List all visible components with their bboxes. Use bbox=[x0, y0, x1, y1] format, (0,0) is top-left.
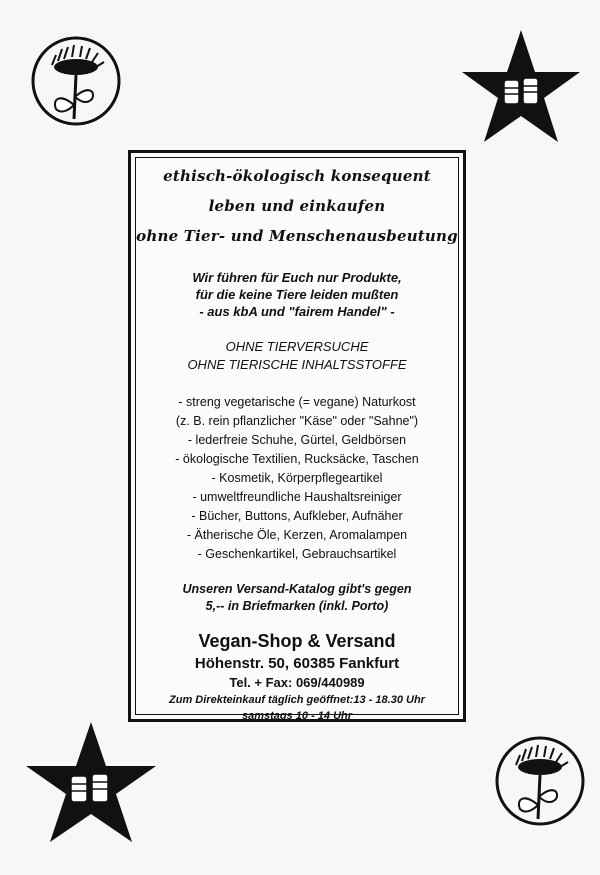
claim-line: OHNE TIERVERSUCHE bbox=[225, 339, 369, 354]
product-item: - umweltfreundliche Haushaltsreiniger bbox=[192, 490, 402, 504]
product-item: - streng vegetarische (= vegane) Naturkost bbox=[178, 395, 416, 409]
headline-line-1: ethisch-ökologisch konsequent bbox=[163, 167, 431, 185]
headline-line-3: ohne Tier- und Menschenausbeutung bbox=[136, 227, 458, 245]
star-fists-icon bbox=[460, 28, 582, 150]
headline-line-2: leben und einkaufen bbox=[208, 197, 386, 215]
ad-content bbox=[131, 153, 463, 724]
intro-line: für die keine Tiere leiden mußten bbox=[195, 287, 399, 302]
opening-hours bbox=[131, 692, 463, 724]
sunflower-icon bbox=[494, 735, 586, 827]
claim-line: OHNE TIERISCHE INHALTSSTOFFE bbox=[187, 357, 407, 372]
catalog-line: 5,-- in Briefmarken (inkl. Porto) bbox=[205, 599, 389, 613]
product-item: - Bücher, Buttons, Aufkleber, Aufnäher bbox=[191, 509, 403, 523]
hours-line: Zum Direkteinkauf täglich geöffnet:13 - 18.30 Uhr bbox=[169, 694, 425, 706]
intro-line: - aus kbA und "fairem Handel" - bbox=[199, 304, 395, 319]
product-list bbox=[131, 393, 463, 564]
catalog-note bbox=[131, 581, 463, 615]
advertisement-box bbox=[128, 150, 466, 722]
shop-phone: Tel. + Fax: 069/440989 bbox=[229, 675, 365, 690]
sunflower-icon bbox=[30, 35, 122, 127]
star-fists-icon bbox=[24, 720, 158, 844]
claims bbox=[131, 338, 463, 374]
shop-address: Höhenstr. 50, 60385 Fankfurt bbox=[194, 655, 400, 672]
product-item: - lederfreie Schuhe, Gürtel, Geldbörsen bbox=[187, 433, 407, 447]
intro-text bbox=[131, 269, 463, 320]
product-item: - ökologische Textilien, Rucksäcke, Taschen bbox=[175, 452, 419, 466]
intro-line: Wir führen für Euch nur Produkte, bbox=[192, 270, 402, 285]
shop-name: Vegan-Shop & Versand bbox=[198, 631, 396, 651]
product-item: - Ätherische Öle, Kerzen, Aromalampen bbox=[186, 528, 408, 542]
catalog-line: Unseren Versand-Katalog gibt's gegen bbox=[182, 582, 412, 596]
product-item: (z. B. rein pflanzlicher "Käse" oder "Sahne") bbox=[175, 414, 419, 428]
product-item: - Geschenkartikel, Gebrauchsartikel bbox=[197, 547, 397, 561]
hours-line: samstags 10 - 14 Uhr bbox=[241, 710, 353, 722]
product-item: - Kosmetik, Körperpflegeartikel bbox=[211, 471, 383, 485]
